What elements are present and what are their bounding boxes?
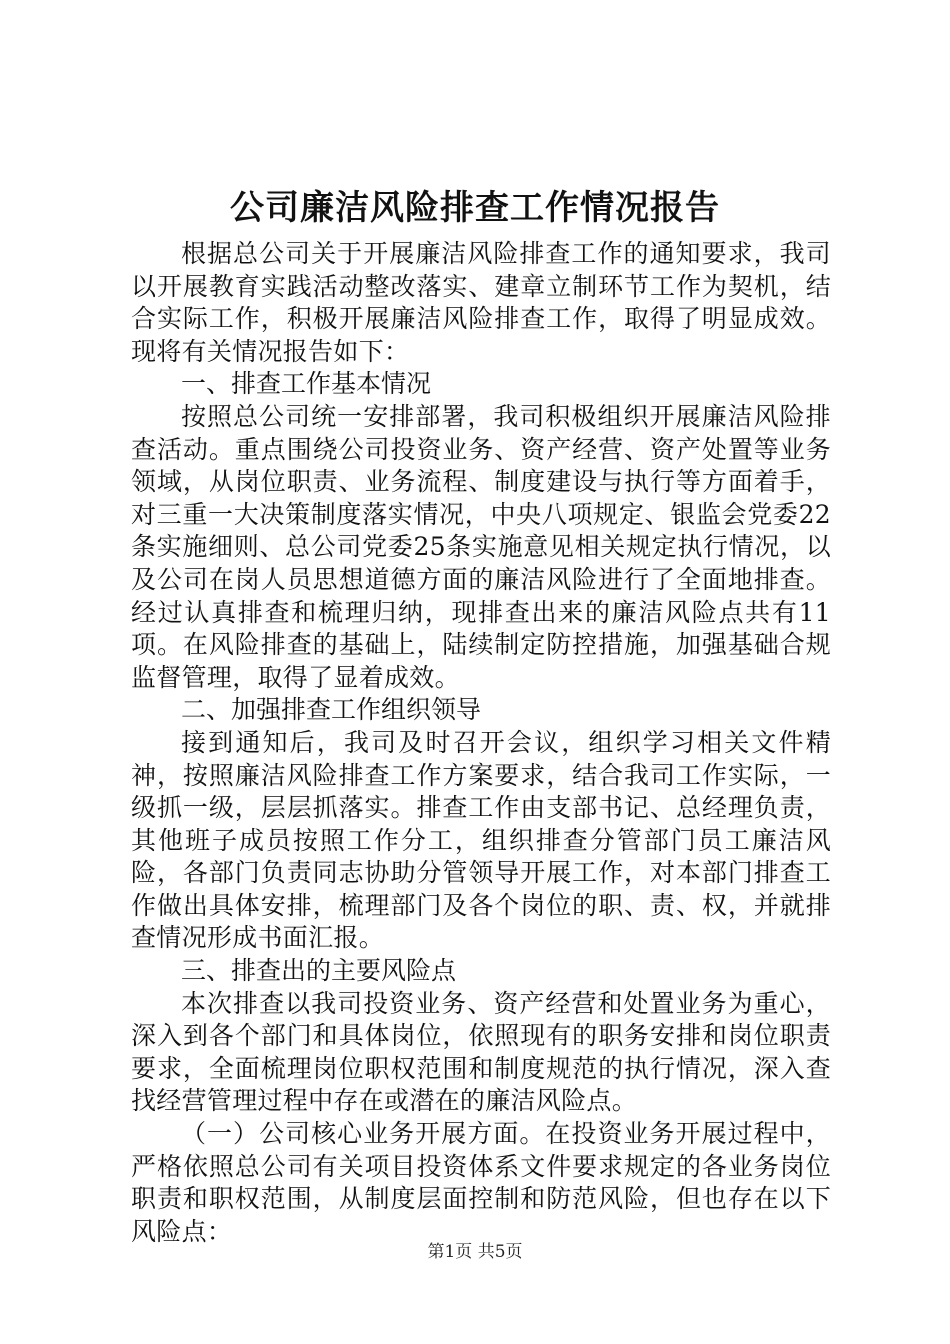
document-body — [131, 238, 831, 1248]
section-1-paragraph: 按照总公司统一安排部署，我司积极组织开展廉洁风险排查活动。重点围绕公司投资业务、资产经营、资产处置等业务领域，从岗位职责、业务流程、制度建设与执行等方面着手，对三重一大决策制度落实情况，中央八项规定、银监会党委22条实施细则、总公司党委25条实施意见相关规定执行情况，以及公司在岗人员思想道德方面的廉洁风险进行了全面地排查。经过认真排查和梳理归纳，现排查出来的廉洁风险点共有11项。在风险排查的基础上，陆续制定防控措施，加强基础合规监督管理，取得了显着成效。 — [131, 401, 831, 692]
section-heading-3: 三、排查出的主要风险点 — [181, 956, 457, 986]
document-title: 公司廉洁风险排查工作情况报告 — [230, 188, 720, 228]
intro-paragraph: 根据总公司关于开展廉洁风险排查工作的通知要求，我司以开展教育实践活动整改落实、建章立制环节工作为契机，结合实际工作，积极开展廉洁风险排查工作，取得了明显成效。现将有关情况报告如下： — [131, 239, 831, 366]
section-2-paragraph: 接到通知后，我司及时召开会议，组织学习相关文件精神，按照廉洁风险排查工作方案要求，结合我司工作实际，一级抓一级，层层抓落实。排查工作由支部书记、总经理负责，其他班子成员按照工作分工，组织排查分管部门员工廉洁风险，各部门负责同志协助分管领导开展工作，对本部门排查工作做出具体安排，梳理部门及各个岗位的职、责、权，并就排查情况形成书面汇报。 — [131, 727, 831, 953]
subsection-1-paragraph: （一）公司核心业务开展方面。在投资业务开展过程中，严格依照总公司有关项目投资体系文件要求规定的各业务岗位职责和职权范围，从制度层面控制和防范风险，但也存在以下风险点： — [131, 1119, 831, 1246]
section-heading-2: 二、加强排查工作组织领导 — [181, 695, 482, 725]
section-heading-1: 一、排查工作基本情况 — [181, 369, 432, 399]
page-footer — [0, 1240, 950, 1264]
page-number: 第1页 共5页 — [427, 1242, 523, 1262]
section-3-paragraph: 本次排查以我司投资业务、资产经营和处置业务为重心，深入到各个部门和具体岗位，依照现有的职务安排和岗位职责要求，全面梳理岗位职权范围和制度规范的执行情况，深入查找经营管理过程中存在或潜在的廉洁风险点。 — [131, 988, 831, 1116]
